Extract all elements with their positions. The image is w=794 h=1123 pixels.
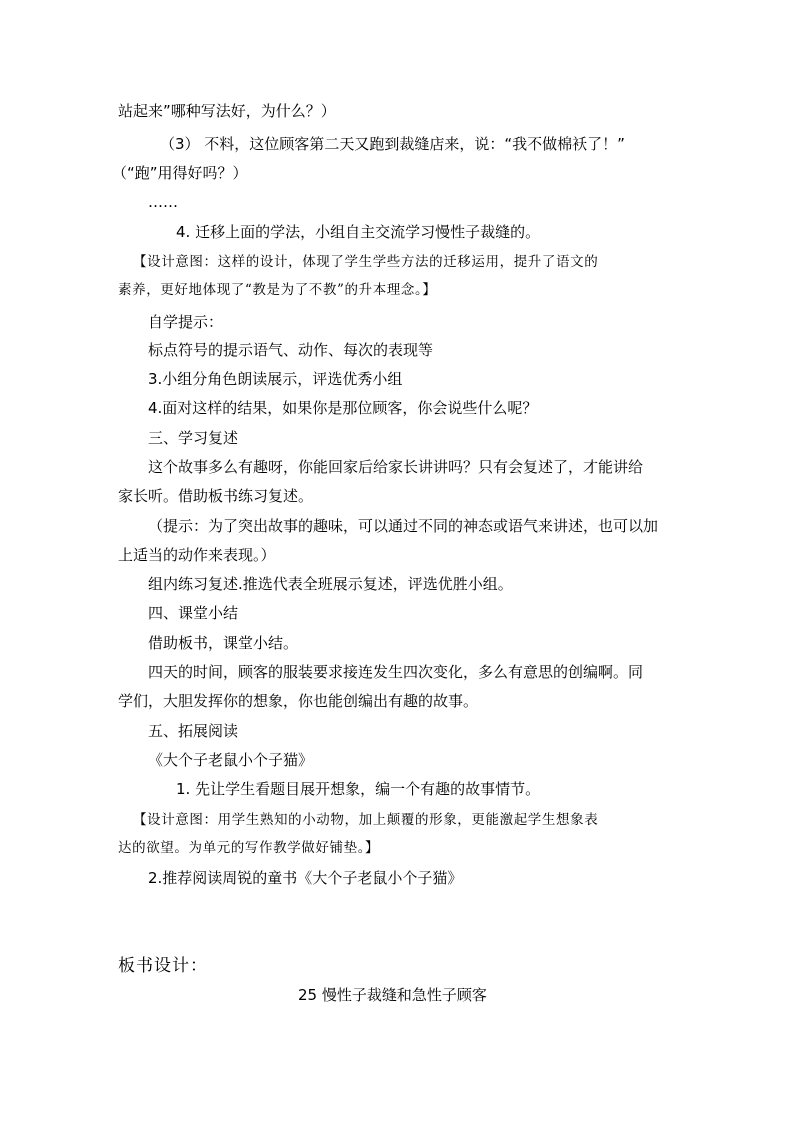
- text-line: 这个故事多么有趣呀，你能回家后给家长讲讲吗？只有会复述了，才能讲给: [148, 458, 644, 476]
- section-heading: 五、拓展阅读: [148, 722, 239, 740]
- text-line: （“跑”用得好吗？）: [112, 164, 248, 182]
- text-line: 家长听。借助板书练习复述。: [118, 487, 314, 505]
- design-intent-note: 【设计意图：这样的设计，体现了学生学些方法的迁移运用，提升了语文的: [133, 254, 599, 270]
- text-line: （3） 不料，这位顾客第二天又跑到裁缝店来，说：“我不做棉袄了！”: [160, 135, 625, 153]
- text-line: 站起来”哪种写法好，为什么？）: [118, 102, 336, 120]
- text-line: 借助板书，课堂小结。: [148, 634, 299, 652]
- text-line: 上适当的动作来表现。）: [118, 546, 276, 564]
- text-line: ……: [148, 193, 178, 211]
- section-heading: 三、学习复述: [148, 429, 239, 447]
- section-heading: 四、课堂小结: [148, 604, 239, 622]
- design-intent-note: 素养，更好地体现了“教是为了不教”的升本理念。】: [118, 282, 437, 298]
- text-line: 学们，大胆发挥你的想象，你也能创编出有趣的故事。: [118, 692, 479, 710]
- text-line: 4. 迁移上面的学法，小组自主交流学习慢性子裁缝的。: [176, 223, 541, 241]
- board-design-title: 25 慢性子裁缝和急性子顾客: [298, 986, 487, 1004]
- text-line: 四天的时间，顾客的服装要求接连发生四次变化，多么有意思的创编啊。同: [148, 663, 644, 681]
- book-title: 《大个子老鼠小个子猫》: [148, 751, 314, 769]
- text-line: 自学提示：: [148, 313, 224, 331]
- text-line: 2.推荐阅读周锐的童书《大个子老鼠小个子猫》: [148, 869, 463, 887]
- text-line: 组内练习复述.推选代表全班展示复述，评选优胜小组。: [148, 575, 513, 593]
- text-line: 3.小组分角色朗读展示，评选优秀小组: [148, 370, 403, 388]
- design-intent-note: 【设计意图：用学生熟知的小动物，加上颠覆的形象，更能激起学生想象表: [133, 812, 599, 828]
- design-intent-note: 达的欲望。为单元的写作教学做好铺垫。】: [118, 840, 380, 856]
- text-line: （提示：为了突出故事的趣味，可以通过不同的神态或语气来讲述，也可以加: [148, 517, 659, 535]
- text-line: 标点符号的提示语气、动作、每次的表现等: [148, 341, 434, 359]
- text-line: 4.面对这样的结果，如果你是那位顾客，你会说些什么呢？: [148, 399, 538, 417]
- text-line: 1. 先让学生看题目展开想象，编一个有趣的故事情节。: [176, 780, 541, 798]
- board-design-heading: 板书设计：: [118, 956, 208, 976]
